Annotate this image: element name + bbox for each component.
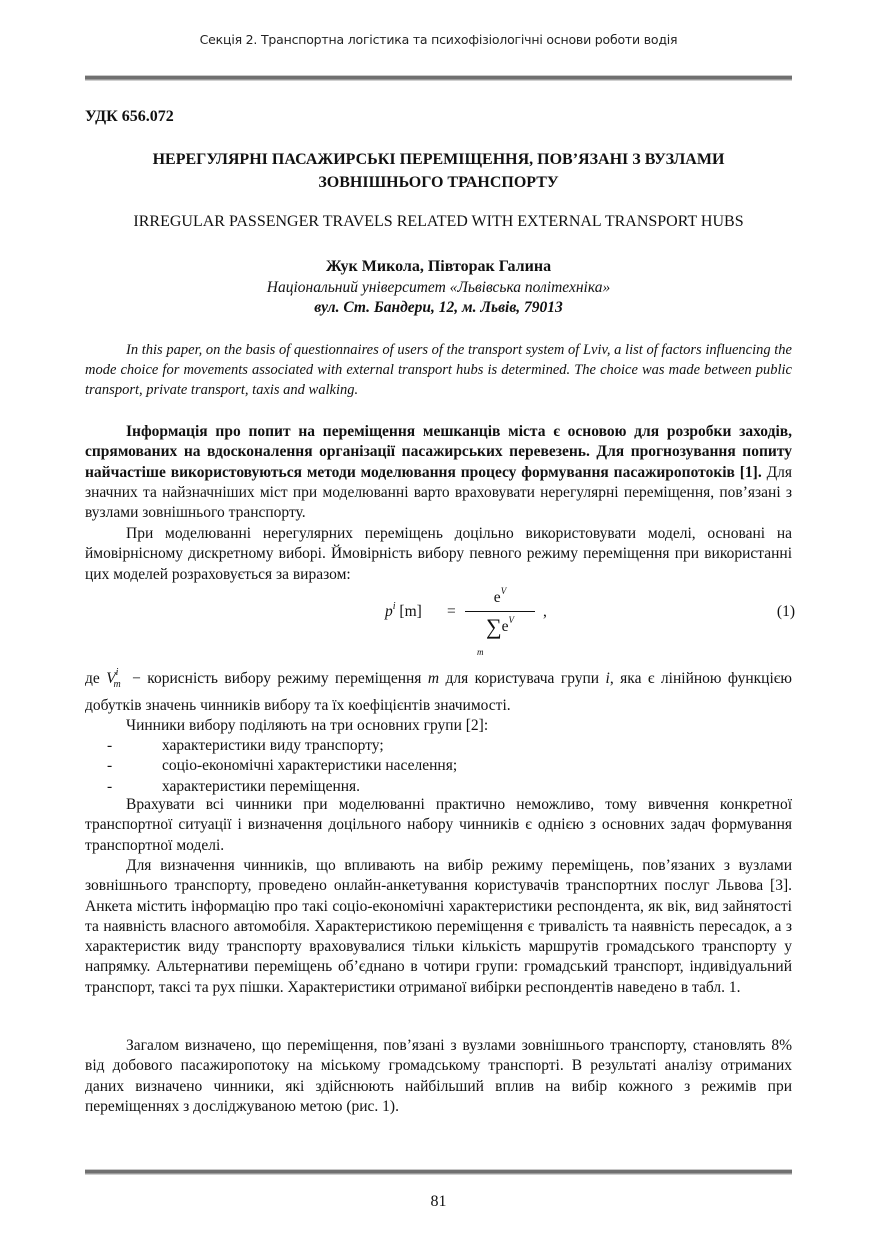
numerator: $e^V$ (493, 586, 507, 606)
paragraph-intro (85, 422, 792, 523)
intro-rest-text: Для значних та найзначніших міст при моделюванні варто враховувати нерегулярні переміщення, пов’язані з вузлами зовнішнього транспорту. (85, 463, 793, 522)
paragraph-results: Загалом визначено, що переміщення, пов’язані з вузлами зовнішнього транспорту, становлять 8% від добового пасажиропотоку на міському громадському транспорті. В результаті аналізу отриманих даних визначено чинники, які здійснюють найбільший вплив на вибір кожного з режимів при переміщеннях з досліджуваною метою (рис. 1). (85, 1037, 792, 1115)
fraction (465, 585, 535, 640)
equation-comma: , (543, 603, 547, 620)
paragraph-factors: Врахувати всі чинники при моделюванні практично неможливо, тому вивчення конкретної транспортної ситуації і визначення доцільного набору чинників є однією з основних задач формування транспортної моделі. (85, 796, 792, 854)
address: вул. Ст. Бандери, 12, м. Львів, 79013 (314, 299, 563, 316)
equation-number: (1) (776, 603, 795, 620)
list-item: - характеристики виду транспорту; (107, 737, 384, 755)
list-item: - соціо-економічні характеристики населення; (107, 757, 458, 775)
authors: Жук Микола, Півторак Галина (325, 258, 552, 275)
udk-code: УДК 656.072 (85, 108, 174, 125)
affiliation: Національний університет «Львівська політехніка» (266, 279, 611, 296)
paragraph-survey: Для визначення чинників, що впливають на вибір режиму переміщень, пов’язаних з вузлами зовнішнього транспорту, проведено онлайн-анкетування користувачів транспортних послуг Львова [3]. Анкета містить інформацію про такі соціо-економічні характеристики респондента, як вік, вид зайнятості та наявність власного автомобіля. Характеристикою переміщення є тривалість та наявність пересадок, а з характеристик виду транспорту враховувалися тільки кількість маршрутів громадського транспорту у напрямку. Альтернативи переміщень об’єднано в чотири групи: громадський транспорт, індивідуальний транспорт, таксі та рух пішки. Характеристики отриманої вибірки респондентів наведено в табл. 1. (85, 857, 792, 996)
model-text: При моделюванні нерегулярних переміщень доцільно використовувати моделі, основані на ймовірнісному дискретному виборі. Ймовірність вибору певного режиму переміщення при використанні цих моделей розраховується за виразом: (85, 525, 792, 583)
factor-groups-intro: Чинники вибору поділяють на три основних групи [2]: (126, 716, 489, 734)
denominator: $\sum e^V$ (485, 614, 515, 639)
equation-1 (385, 585, 795, 655)
paragraph-model (85, 524, 792, 585)
title-english: IRREGULAR PASSENGER TRAVELS RELATED WITH EXTERNAL TRANSPORT HUBS (133, 213, 744, 230)
paragraph-definition: де $V^i_m$ − корисність вибору режиму переміщення m для користувача групи i, яка є лінійною функцією добутків значень чинників вибору та їх коефіцієнтів значимості. Чинники вибору поділяють на три основних групи [2]: - характеристики виду транспорту; - соціо-економічні характеристики населення; - характеристики переміщення. (85, 665, 792, 797)
citation-1: [1]. (734, 463, 762, 481)
utility-variable: $V^i_m$ (106, 667, 121, 691)
intro-bold-text: Інформація про попит на переміщення мешканців міста є основою для розробки заходів, спрямованих на вдосконалення організації пасажирських перевезень. Для прогнозування попиту найчастіше використовуються методи моделювання процесу формування пасажиропотоків (85, 423, 792, 481)
sum-index: m (477, 647, 484, 657)
title-uk-line-2: ЗОВНІШНЬОГО ТРАНСПОРТУ (318, 174, 559, 191)
title-ukrainian (85, 148, 792, 194)
title-uk-line-1: НЕРЕГУЛЯРНІ ПАСАЖИРСЬКІ ПЕРЕМІЩЕННЯ, ПОВ’ЯЗАНІ З ВУЗЛАМИ (152, 151, 725, 168)
header-divider (85, 75, 792, 81)
equals-sign: = (447, 603, 456, 620)
page-number: 81 (430, 1193, 447, 1210)
factor-groups-list (85, 736, 792, 797)
running-head: Секція 2. Транспортна логістика та психофізіологічні основи роботи водія (199, 32, 678, 47)
list-item: - характеристики переміщення. (107, 777, 361, 795)
footer-divider (85, 1169, 792, 1175)
equation-lhs: $p^i$ [m] (385, 601, 422, 620)
abstract: In this paper, on the basis of questionnaires of users of the transport system of Lviv, a list of factors influencing the mode choice for movements associated with external transport hubs is determined. The choice was made between public transport, private transport, taxis and walking. (85, 342, 792, 398)
